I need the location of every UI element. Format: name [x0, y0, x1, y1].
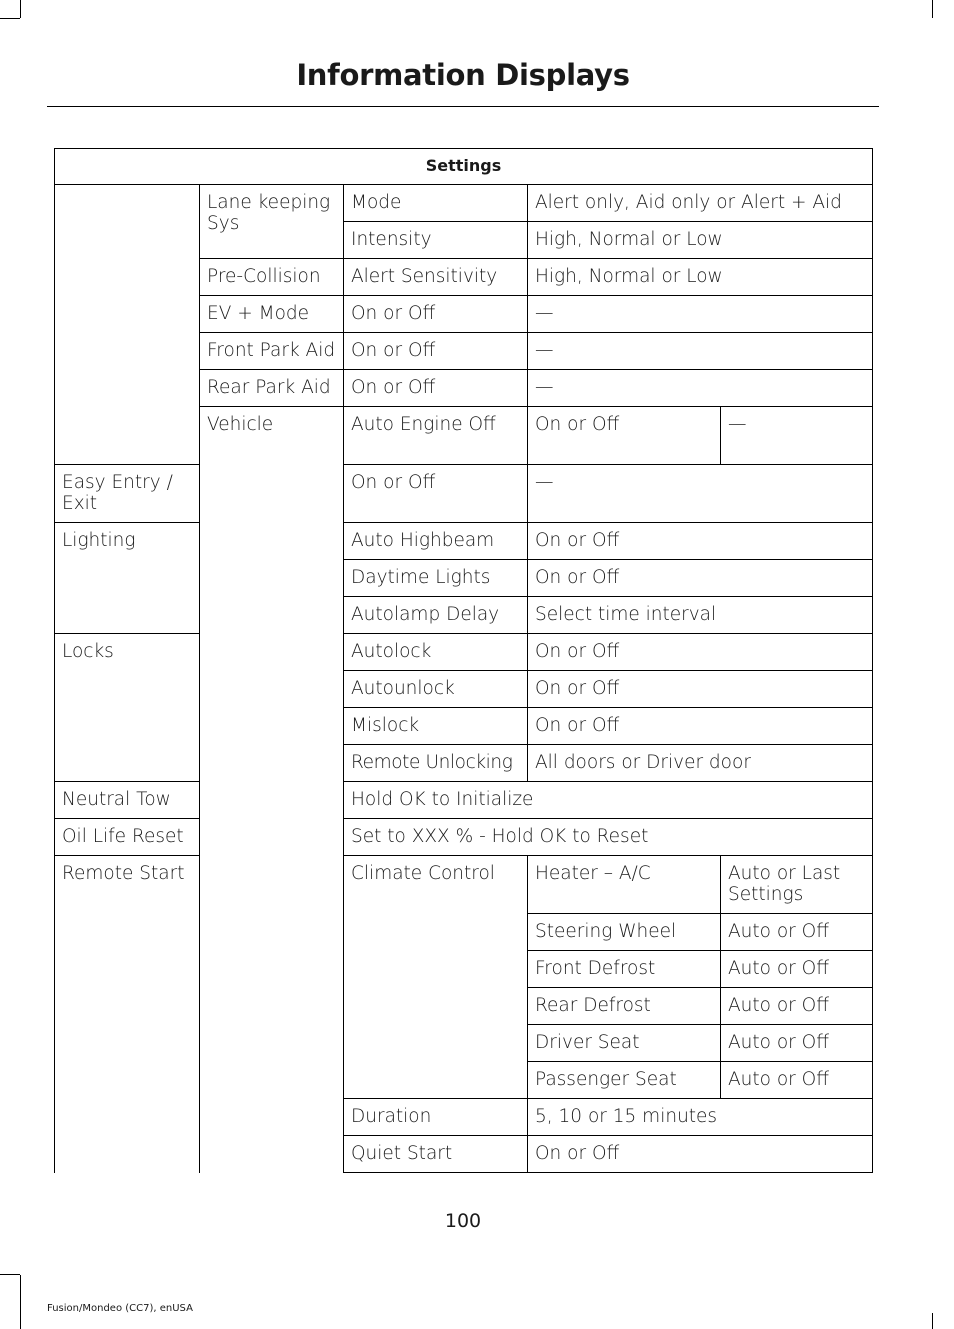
table-row: [55, 819, 873, 856]
table-cell-feature: Rear Park Aid: [200, 370, 344, 407]
table-cell-feature: Oil Life Reset: [55, 819, 200, 856]
crop-mark: [20, 0, 21, 18]
table-cell-value: —: [721, 407, 873, 465]
table-cell-setting: Climate Control: [344, 856, 528, 1099]
page-title: Information Displays: [296, 58, 630, 92]
table-cell-setting: Autolock: [344, 634, 528, 671]
table-cell-value: —: [528, 333, 873, 370]
table-cell-setting: Daytime Lights: [344, 560, 528, 597]
table-cell-empty: [55, 185, 200, 465]
table-cell-value: Auto or Off: [721, 914, 873, 951]
table-cell-setting: Quiet Start: [344, 1136, 528, 1173]
table-cell-setting: Autounlock: [344, 671, 528, 708]
table-cell-setting: On or Off: [344, 296, 528, 333]
footer-text: Fusion/Mondeo (CC7), enUSA: [47, 1303, 193, 1314]
table-row: [55, 185, 873, 222]
table-row: [55, 782, 873, 819]
table-cell-subsetting: Front Defrost: [528, 951, 721, 988]
table-cell-value: Select time interval: [528, 597, 873, 634]
table-cell-value: Hold OK to Initialize: [344, 782, 873, 819]
table-cell-value: On or Off: [528, 1136, 873, 1173]
table-cell-setting: Intensity: [344, 222, 528, 259]
table-cell-feature: Easy Entry / Exit: [55, 465, 200, 523]
table-cell-value: Alert only, Aid only or Alert + Aid: [528, 185, 873, 222]
table-cell-setting: Remote Unlocking: [344, 745, 528, 782]
table-cell-group: Vehicle: [200, 407, 344, 1173]
table-cell-value: On or Off: [528, 560, 873, 597]
table-cell-feature: Remote Start: [55, 856, 200, 1173]
table-cell-subsetting: Rear Defrost: [528, 988, 721, 1025]
table-row: [55, 634, 873, 671]
crop-mark: [20, 1275, 21, 1329]
title-divider: [47, 106, 879, 107]
table-cell-value: On or Off: [528, 634, 873, 671]
table-row: [55, 523, 873, 560]
table-cell-feature: Lane keeping Sys: [200, 185, 344, 259]
table-cell-setting: On or Off: [528, 407, 721, 465]
table-cell-feature: Locks: [55, 634, 200, 782]
table-cell-feature: Neutral Tow: [55, 782, 200, 819]
table-cell-value: On or Off: [528, 523, 873, 560]
table-cell-value: Set to XXX % - Hold OK to Reset: [344, 819, 873, 856]
table-cell-value: Auto or Off: [721, 988, 873, 1025]
table-cell-feature: Lighting: [55, 523, 200, 634]
table-cell-value: —: [528, 465, 873, 523]
table-header-row: [55, 149, 873, 185]
table-cell-setting: On or Off: [344, 333, 528, 370]
table-cell-feature: EV + Mode: [200, 296, 344, 333]
crop-mark: [932, 1313, 933, 1329]
table-cell-value: All doors or Driver door: [528, 745, 873, 782]
table-cell-setting: Mislock: [344, 708, 528, 745]
table-cell-setting: On or Off: [344, 370, 528, 407]
table-row: [55, 465, 873, 523]
table-cell-value: Auto or Off: [721, 951, 873, 988]
table-cell-feature: Auto Engine Off: [344, 407, 528, 465]
table-cell-setting: Autolamp Delay: [344, 597, 528, 634]
table-cell-value: Auto or Off: [721, 1062, 873, 1099]
table-cell-subsetting: Passenger Seat: [528, 1062, 721, 1099]
table-cell-value: On or Off: [528, 708, 873, 745]
table-row: [55, 856, 873, 914]
table-cell-setting: Auto Highbeam: [344, 523, 528, 560]
table-cell-value: On or Off: [528, 671, 873, 708]
table-heading: Settings: [55, 149, 873, 185]
table-cell-subsetting: Heater – A/C: [528, 856, 721, 914]
table-cell-feature: Front Park Aid: [200, 333, 344, 370]
table-cell-value: Auto or Off: [721, 1025, 873, 1062]
table-cell-value: 5, 10 or 15 minutes: [528, 1099, 873, 1136]
settings-table: [54, 148, 873, 1173]
table-cell-value: —: [528, 296, 873, 333]
crop-mark: [0, 1274, 20, 1275]
table-cell-setting: Mode: [344, 185, 528, 222]
table-cell-value: High, Normal or Low: [528, 222, 873, 259]
table-cell-setting: Duration: [344, 1099, 528, 1136]
table-cell-feature: Pre-Collision: [200, 259, 344, 296]
crop-mark: [0, 18, 20, 19]
table-cell-setting: On or Off: [344, 465, 528, 523]
table-cell-value: —: [528, 370, 873, 407]
table-cell-subsetting: Steering Wheel: [528, 914, 721, 951]
table-cell-subsetting: Driver Seat: [528, 1025, 721, 1062]
page-number: 100: [444, 1210, 482, 1232]
table-cell-value: Auto or Last Settings: [721, 856, 873, 914]
table-cell-value: High, Normal or Low: [528, 259, 873, 296]
crop-mark: [932, 0, 933, 18]
table-cell-setting: Alert Sensitivity: [344, 259, 528, 296]
